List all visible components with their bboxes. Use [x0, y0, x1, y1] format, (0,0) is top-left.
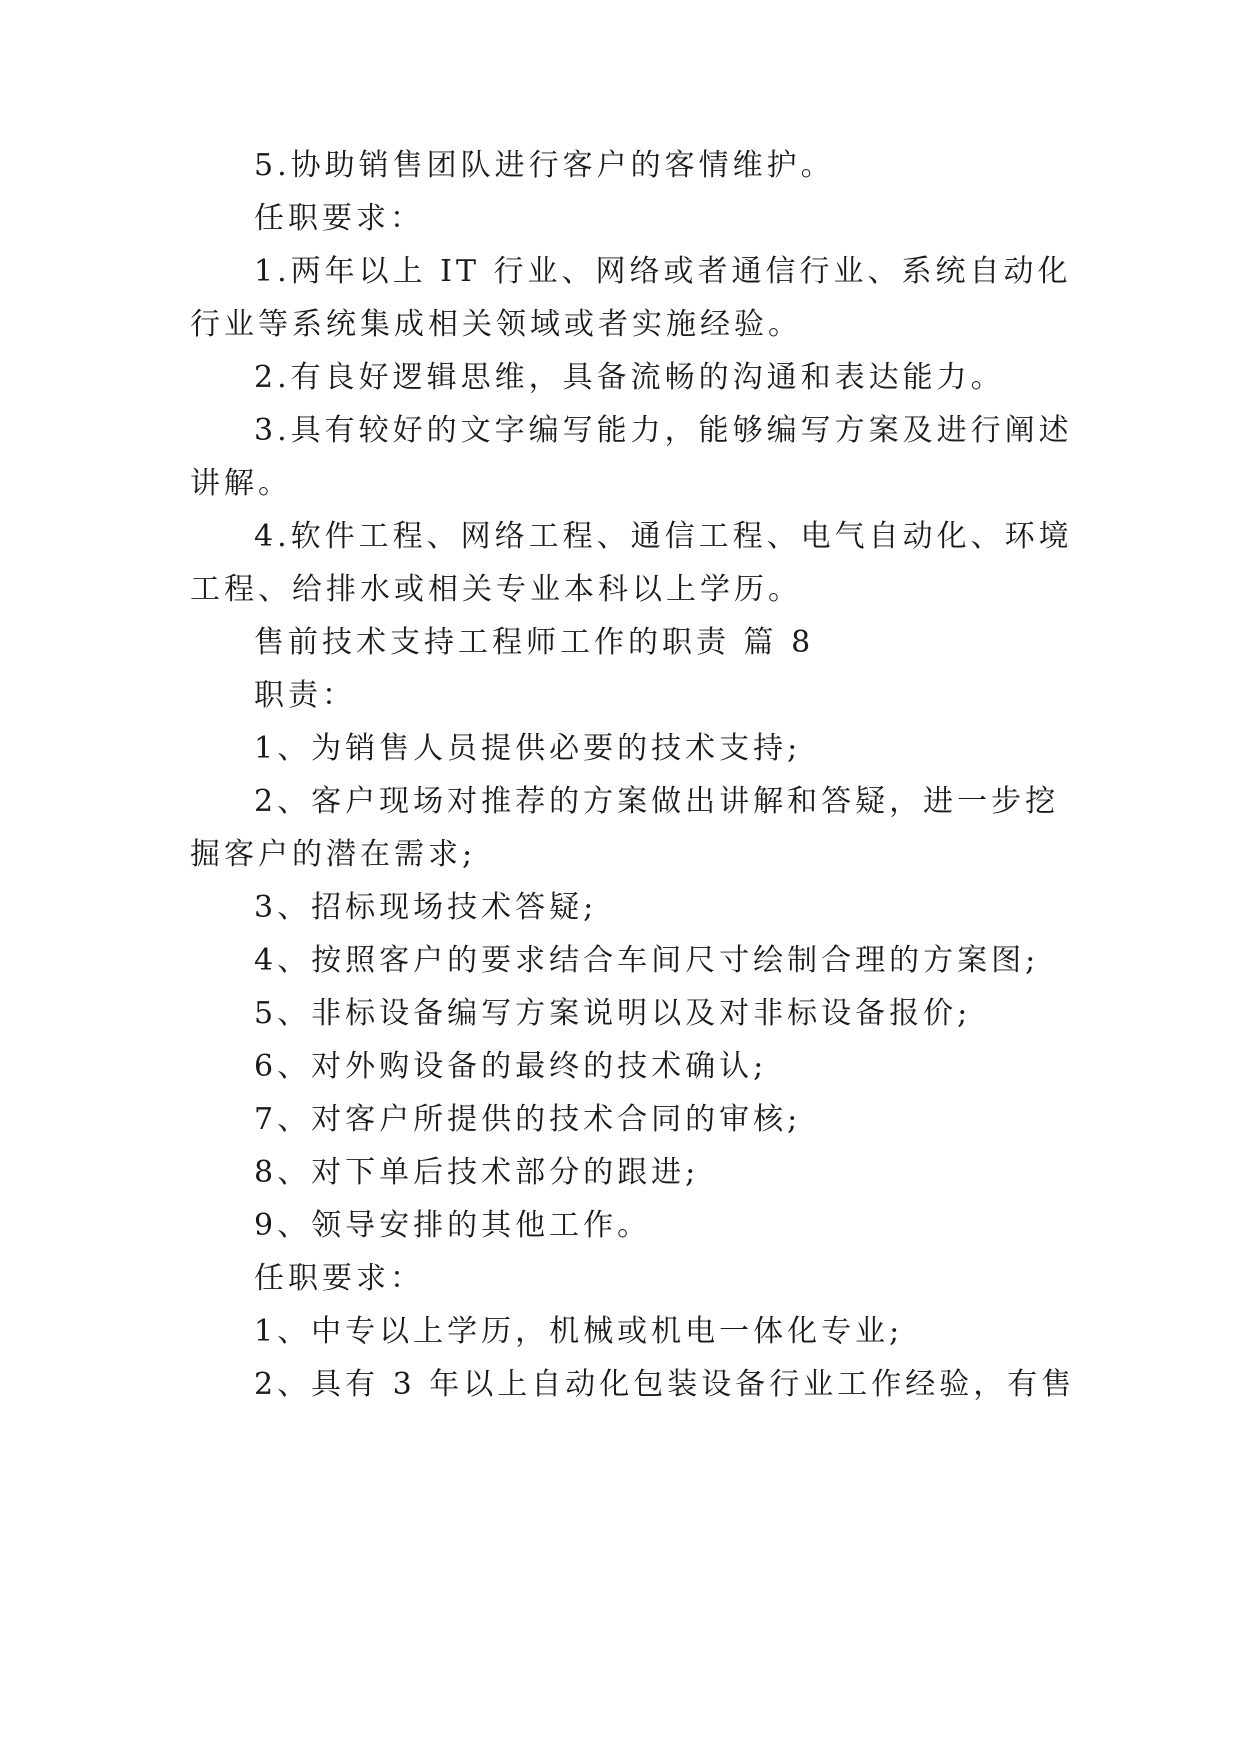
text-line: 行业等系统集成相关领域或者实施经验。	[190, 307, 802, 342]
text-line: 3、招标现场技术答疑;	[254, 890, 598, 925]
section-heading: 职责：	[254, 678, 356, 713]
text-line: 1、为销售人员提供必要的技术支持;	[254, 731, 802, 766]
text-line: 4、按照客户的要求结合车间尺寸绘制合理的方案图;	[254, 943, 1040, 978]
section-heading: 任职要求：	[254, 201, 424, 236]
section-title: 售前技术支持工程师工作的职责 篇 8	[254, 625, 815, 660]
text-line: 2、具有 3 年以上自动化包装设备行业工作经验，有售	[254, 1367, 1076, 1402]
text-line: 7、对客户所提供的技术合同的审核;	[254, 1102, 802, 1137]
section-heading: 任职要求：	[254, 1261, 424, 1296]
text-line: 8、对下单后技术部分的跟进;	[254, 1155, 700, 1190]
text-line: 5.协助销售团队进行客户的客情维护。	[254, 148, 835, 183]
text-line: 3.具有较好的文字编写能力，能够编写方案及进行阐述	[254, 413, 1073, 448]
text-line: 1.两年以上 IT 行业、网络或者通信行业、系统自动化	[254, 254, 1072, 289]
text-line: 讲解。	[190, 466, 292, 501]
text-line: 掘客户的潜在需求;	[190, 837, 477, 872]
text-line: 2、客户现场对推荐的方案做出讲解和答疑，进一步挖	[254, 784, 1060, 819]
text-line: 2.有良好逻辑思维，具备流畅的沟通和表达能力。	[254, 360, 1005, 395]
text-line: 5、非标设备编写方案说明以及对非标设备报价;	[254, 996, 972, 1031]
text-line: 4.软件工程、网络工程、通信工程、电气自动化、环境	[254, 519, 1073, 554]
text-line: 1、中专以上学历，机械或机电一体化专业;	[254, 1314, 904, 1349]
text-line: 9、领导安排的其他工作。	[254, 1208, 652, 1243]
text-line: 6、对外购设备的最终的技术确认;	[254, 1049, 768, 1084]
text-line: 工程、给排水或相关专业本科以上学历。	[190, 572, 802, 607]
